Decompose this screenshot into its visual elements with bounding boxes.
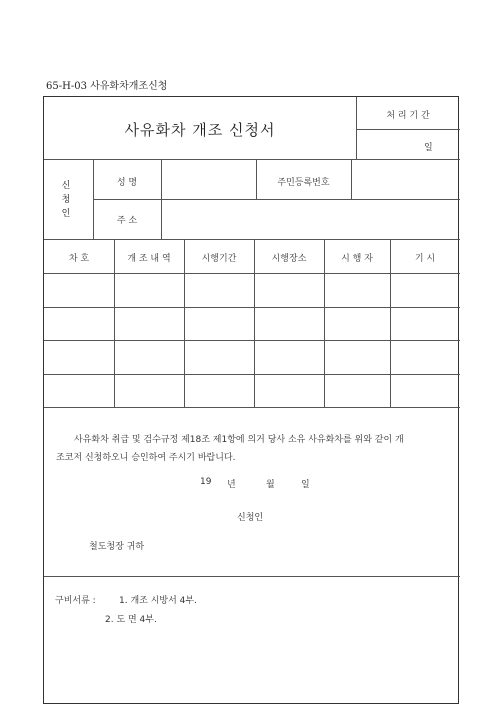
- request-statement-cont: 조코저 신청하오니 승인하여 주시기 바랍니다.: [56, 453, 236, 463]
- date-year: 19: [200, 477, 212, 487]
- recipient: 철도청장 귀하: [89, 542, 145, 552]
- resident-number-label: 주민등록번호: [277, 178, 330, 188]
- form-code: 65-H-03 사유화차개조신청: [46, 81, 168, 92]
- date-month-unit: 월: [266, 480, 275, 490]
- applicant-signature: 신청인: [237, 513, 264, 523]
- table-row[interactable]: [44, 307, 460, 340]
- attachment-item: 2. 도 면 4부.: [105, 615, 157, 625]
- date-year-unit: 년: [227, 480, 236, 490]
- header-car-number: 차 호: [68, 254, 90, 264]
- form-title: 사유화차 개조 신청서: [124, 121, 276, 139]
- header-period: 시행기간: [201, 254, 237, 264]
- table-row[interactable]: [44, 374, 460, 407]
- address-label: 주 소: [116, 216, 138, 226]
- date-day-unit: 일: [301, 480, 310, 490]
- processing-period-unit: 일: [424, 143, 433, 153]
- header-executor: 시 행 자: [341, 254, 373, 264]
- attachments-label: 구비서류 :: [55, 596, 96, 606]
- name-label: 성 명: [116, 178, 138, 188]
- header-remarks: 기 시: [414, 254, 436, 264]
- processing-period-label: 처 리 기 간: [386, 111, 430, 121]
- request-statement: 사유화차 취급 및 검수규정 제18조 제1항에 의거 당사 소유 사유화차를 위와 같이 개: [74, 435, 404, 445]
- table-row[interactable]: [44, 340, 460, 374]
- header-modification-details: 개 조 내 역: [127, 254, 171, 264]
- header-location: 시행장소: [271, 254, 307, 264]
- table-row[interactable]: [44, 273, 460, 307]
- attachment-item: 1. 개조 시방서 4부.: [119, 596, 197, 606]
- application-form: [43, 96, 459, 704]
- applicant-label: 신 청 인: [61, 181, 71, 219]
